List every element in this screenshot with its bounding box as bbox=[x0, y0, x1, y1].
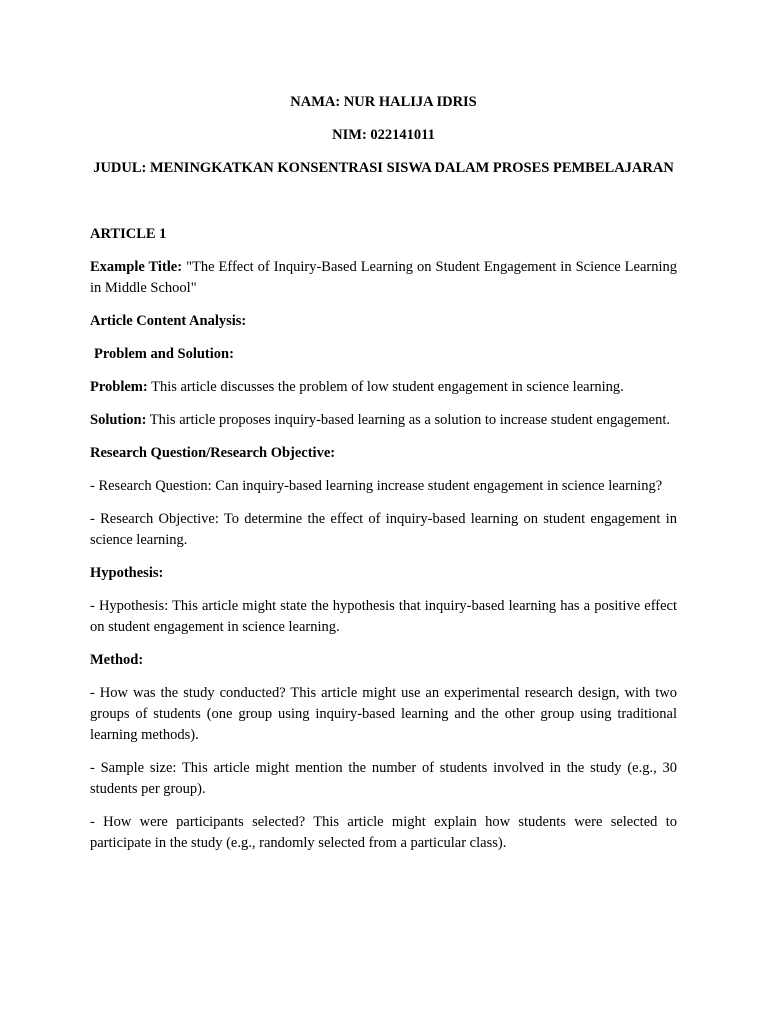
problem-paragraph bbox=[90, 377, 677, 398]
method-item: - How were participants selected? This article might explain how students were selected to participate in the study (e.g., randomly selected from a particular class). bbox=[90, 814, 677, 851]
method-item: - How was the study conducted? This article might use an experimental research design, with two groups of students (one group using inquiry-based learning and the other group using traditional learning methods). bbox=[90, 685, 677, 743]
example-title-label: Example Title: bbox=[90, 259, 183, 275]
solution-label: Solution: bbox=[90, 412, 147, 428]
problem-label: Problem: bbox=[90, 379, 148, 395]
example-title-text: "The Effect of Inquiry-Based Learning on Student Engagement in Science Learning in Middle School" bbox=[90, 259, 677, 296]
problem-text: This article discusses the problem of low student engagement in science learning. bbox=[147, 379, 624, 395]
problem-solution-heading: Problem and Solution: bbox=[94, 346, 234, 362]
method-item: - Sample size: This article might mention the number of students involved in the study (e.g., 30 students per group). bbox=[90, 760, 677, 797]
example-title bbox=[90, 257, 677, 299]
solution-text: This article proposes inquiry-based learning as a solution to increase student engagement. bbox=[146, 412, 671, 428]
student-id: NIM: 022141011 bbox=[332, 127, 435, 143]
research-question-heading: Research Question/Research Objective: bbox=[90, 445, 336, 461]
document-title: JUDUL: MENINGKATKAN KONSENTRASI SISWA DALAM PROSES PEMBELAJARAN bbox=[93, 160, 674, 176]
student-name: NAMA: NUR HALIJA IDRIS bbox=[290, 94, 477, 110]
method-heading: Method: bbox=[90, 652, 144, 668]
solution-paragraph bbox=[90, 410, 677, 431]
content-analysis-heading: Article Content Analysis: bbox=[90, 313, 247, 329]
spacer bbox=[90, 179, 677, 224]
research-question-text: - Research Question: Can inquiry-based learning increase student engagement in science learning? bbox=[90, 478, 663, 494]
article-heading: ARTICLE 1 bbox=[90, 226, 167, 242]
hypothesis-heading: Hypothesis: bbox=[90, 565, 164, 581]
research-objective-text: - Research Objective: To determine the effect of inquiry-based learning on student engagement in science learning. bbox=[90, 511, 677, 548]
hypothesis-text: - Hypothesis: This article might state the hypothesis that inquiry-based learning has a positive effect on student engagement in science learning. bbox=[90, 598, 677, 635]
document-page bbox=[90, 92, 677, 866]
